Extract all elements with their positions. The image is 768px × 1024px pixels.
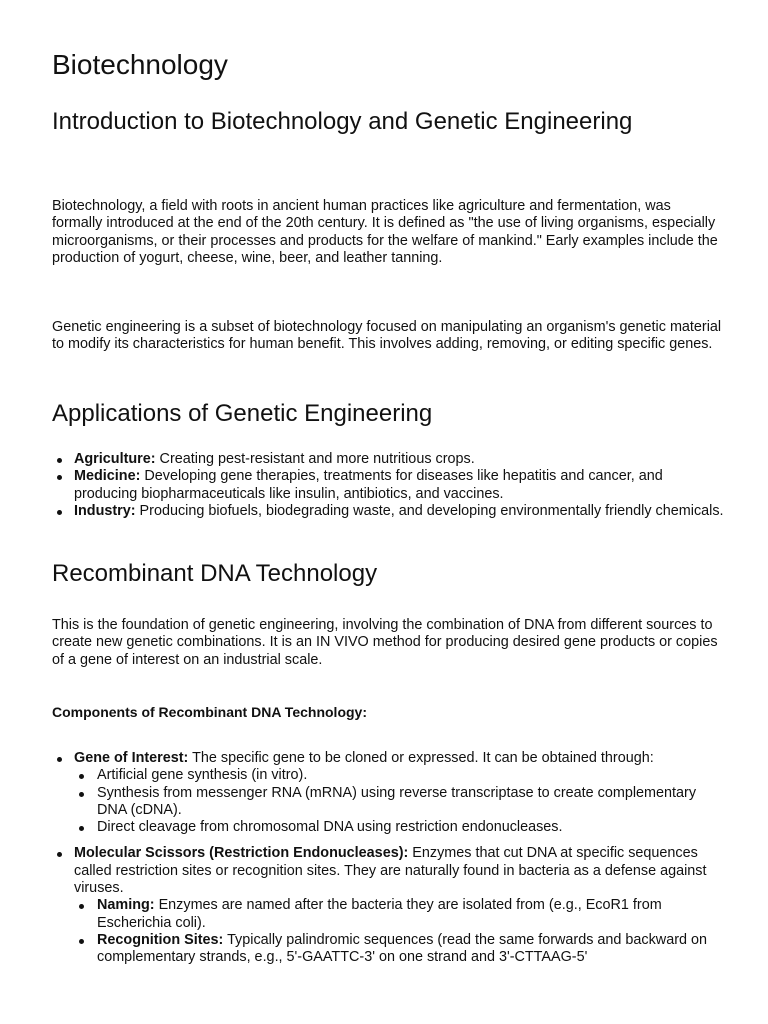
list-item [52, 750, 724, 836]
list-item-term: Gene of Interest: [74, 750, 189, 766]
list-item-text: The specific gene to be cloned or expressed. It can be obtained through: [188, 750, 654, 766]
sub-list-item [74, 767, 724, 784]
list-item-text: Enzymes that cut DNA at specific sequences called restriction sites or recognition sites. They are naturally found in bacteria as a defense against viruses. [74, 845, 707, 897]
intro-paragraph-1: Biotechnology, a field with roots in ancient human practices like agriculture and fermentation, was formally introduced at the end of the 20th century. It is defined as "the use of living organisms, especially microorganisms, or their processes and products for the welfare of mankind." Early examples include the production of yogurt, cheese, wine, beer, and leather tanning. [52, 198, 718, 266]
list-item [52, 468, 724, 503]
intro-heading: Introduction to Biotechnology and Genetic Engineering [52, 108, 633, 135]
components-list [52, 750, 724, 976]
list-item-text: Producing biofuels, biodegrading waste, and developing environmentally friendly chemicals. [135, 502, 724, 519]
list-item [52, 451, 724, 468]
sub-list-item [74, 932, 724, 967]
list-item-term: Recognition Sites: [97, 931, 224, 948]
intro-paragraph-2: Genetic engineering is a subset of biotechnology focused on manipulating an organism's genetic material to modify its characteristics for human benefit. This involves adding, removing, or editing specific genes. [52, 319, 722, 353]
list-item [52, 503, 724, 520]
list-item-text: Typically palindromic sequences (read the same forwards and backward on complementary strands, e.g., 5'-GAATTC-3' on one strand and 3'-CTTAAG-5' [97, 931, 707, 966]
sub-list-item [74, 897, 724, 932]
sub-list-item [74, 819, 724, 836]
list-item-text: Enzymes are named after the bacteria they are isolated from (e.g., EcoR1 from Escherichia coli). [97, 897, 662, 931]
list-item-text: Developing gene therapies, treatments for diseases like hepatitis and cancer, and producing biopharmaceuticals like insulin, antibiotics, and vaccines. [74, 468, 663, 502]
list-item-text: Direct cleavage from chromosomal DNA using restriction endonucleases. [97, 819, 563, 836]
list-item-term: Naming: [97, 897, 155, 914]
components-heading: Components of Recombinant DNA Technology: [52, 704, 367, 720]
list-item-text: Synthesis from messenger RNA (mRNA) using reverse transcriptase to create complementary DNA (cDNA). [97, 784, 697, 818]
applications-heading: Applications of Genetic Engineering [52, 400, 433, 427]
rdna-heading: Recombinant DNA Technology [52, 560, 378, 587]
list-item-term: Agriculture: [74, 451, 156, 467]
sub-list-item [74, 785, 724, 820]
page-title: Biotechnology [52, 49, 228, 80]
rdna-paragraph: This is the foundation of genetic engineering, involving the combination of DNA from different sources to create new genetic combinations. It is an IN VIVO method for producing desired gene products or copies of a gene of interest on an industrial scale. [52, 617, 718, 668]
list-item-term: Medicine: [74, 468, 141, 485]
list-item-text: Artificial gene synthesis (in vitro). [97, 767, 308, 784]
list-item [52, 845, 724, 966]
list-item-term: Molecular Scissors (Restriction Endonucleases): [74, 845, 409, 862]
applications-list [52, 451, 724, 520]
sub-list [74, 767, 724, 836]
list-item-term: Industry: [74, 502, 136, 519]
sub-list [74, 897, 724, 966]
list-item-text: Creating pest-resistant and more nutritious crops. [155, 451, 475, 467]
